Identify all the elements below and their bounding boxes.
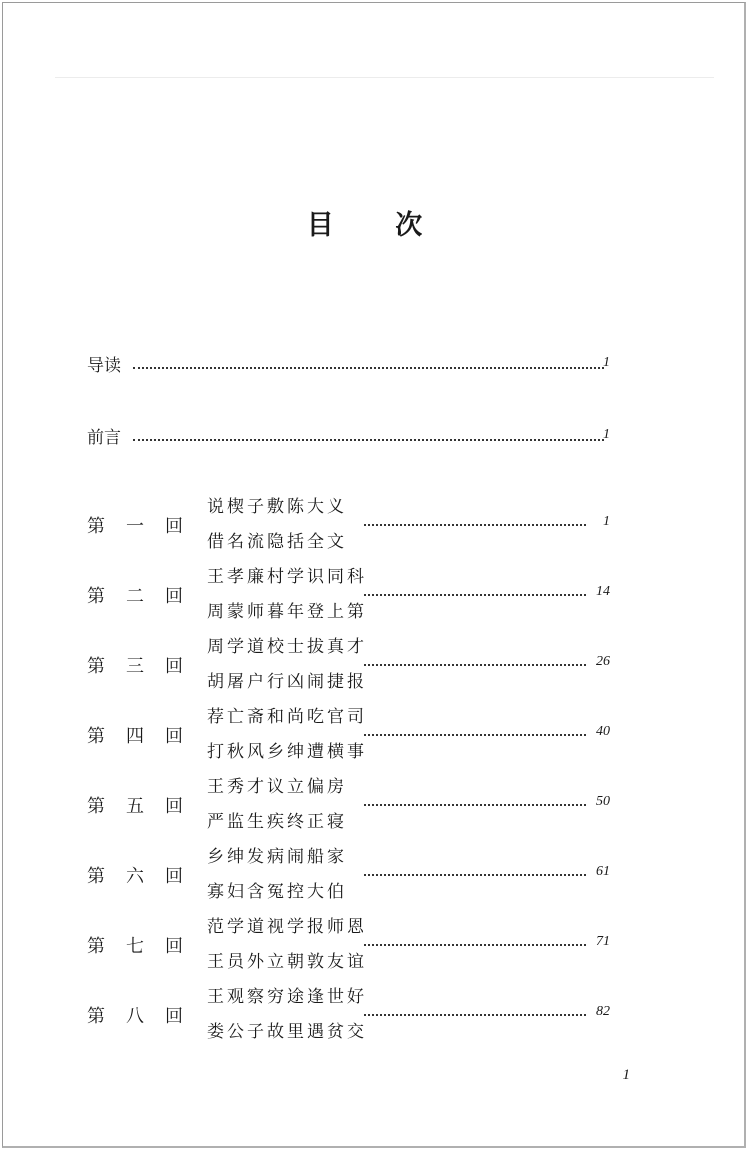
chapter-ordinal: 第 六 回	[87, 866, 183, 887]
page-number: 1	[622, 1067, 630, 1083]
chapter-page: 61	[596, 864, 610, 879]
chapter-entry-5[interactable]	[87, 770, 610, 842]
chapter-title: 王观察穷途逢世好 娄公子故里遇贫交	[207, 987, 367, 1042]
chapter-page: 14	[596, 584, 610, 599]
chapter-title: 王孝廉村学识同科 周蒙师暮年登上第	[207, 567, 367, 622]
toc-entry-label: 导读	[87, 356, 121, 376]
toc-entry-qianyan[interactable]	[87, 423, 610, 448]
chapter-ordinal: 第 五 回	[87, 796, 183, 817]
header-rule	[55, 77, 714, 78]
chapter-page: 40	[596, 724, 610, 739]
dot-leader	[364, 944, 586, 946]
chapter-ordinal: 第 二 回	[87, 586, 183, 607]
chapter-entry-1[interactable]	[87, 490, 610, 562]
chapter-entry-7[interactable]	[87, 910, 610, 982]
dot-leader	[364, 1014, 586, 1016]
toc-entry-daodu[interactable]	[87, 351, 610, 376]
dot-leader	[364, 804, 586, 806]
dot-leader	[364, 524, 586, 526]
chapter-ordinal: 第 七 回	[87, 936, 183, 957]
dot-leader	[364, 734, 586, 736]
chapter-title: 荐亡斋和尚吃官司 打秋风乡绅遭横事	[207, 707, 367, 762]
dot-leader	[364, 874, 586, 876]
chapter-page: 1	[603, 514, 610, 529]
chapter-title: 王秀才议立偏房 严监生疾终正寝	[207, 777, 347, 832]
chapter-page: 82	[596, 1004, 610, 1019]
toc-entry-label: 前言	[87, 428, 121, 448]
toc-entry-page: 1	[603, 355, 610, 370]
toc-entry-page: 1	[603, 427, 610, 442]
chapter-title: 周学道校士拔真才 胡屠户行凶闹捷报	[207, 637, 367, 692]
page-title: 目 次	[306, 210, 449, 241]
chapter-entry-2[interactable]	[87, 560, 610, 632]
chapter-page: 26	[596, 654, 610, 669]
chapter-entry-8[interactable]	[87, 980, 610, 1052]
chapter-title: 说楔子敷陈大义 借名流隐括全文	[207, 497, 347, 552]
chapter-page: 50	[596, 794, 610, 809]
chapter-page: 71	[596, 934, 610, 949]
chapter-entry-4[interactable]	[87, 700, 610, 772]
chapter-entry-3[interactable]	[87, 630, 610, 702]
dot-leader	[133, 438, 604, 441]
dot-leader	[133, 366, 604, 369]
dot-leader	[364, 594, 586, 596]
toc-page	[2, 2, 746, 1148]
chapter-ordinal: 第 四 回	[87, 726, 183, 747]
dot-leader	[364, 664, 586, 666]
chapter-ordinal: 第 八 回	[87, 1006, 183, 1027]
chapter-title: 范学道视学报师恩 王员外立朝敦友谊	[207, 917, 367, 972]
chapter-entry-6[interactable]	[87, 840, 610, 912]
chapter-ordinal: 第 一 回	[87, 516, 183, 537]
chapter-title: 乡绅发病闹船家 寡妇含冤控大伯	[207, 847, 347, 902]
chapter-ordinal: 第 三 回	[87, 656, 183, 677]
